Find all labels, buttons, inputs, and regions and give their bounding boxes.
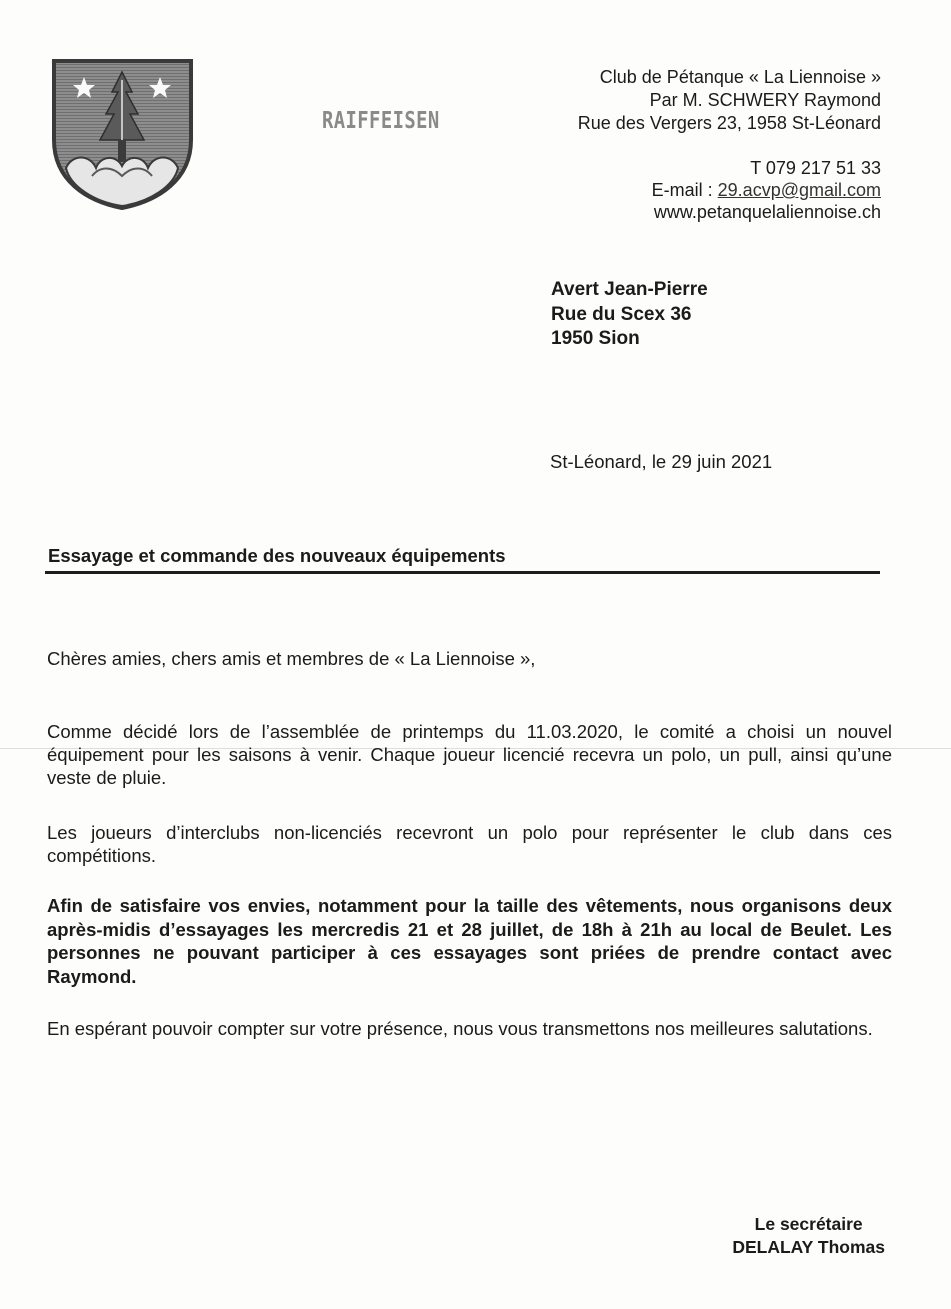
recipient-city: 1950 Sion: [551, 328, 640, 349]
letter-date: St-Léonard, le 29 juin 2021: [550, 451, 773, 472]
sender-address: [578, 66, 881, 135]
sender-phone: T 079 217 51 33: [750, 158, 881, 178]
scan-artifact-line: [0, 748, 951, 749]
sender-club-name: Club de Pétanque « La Liennoise »: [599, 67, 881, 87]
sender-contact: [652, 157, 881, 223]
paragraph-1: Comme décidé lors de l’assemblée de printemps du 11.03.2020, le comité a choisi un nouvel équipement pour les saisons à venir. Chaque joueur licencié recevra un polo, un pull, ainsi qu’une veste de pluie.: [47, 721, 892, 788]
bank-logo: RAIFFEISEN: [322, 108, 440, 134]
sender-street: Rue des Vergers 23, 1958 St-Léonard: [577, 113, 881, 133]
coat-of-arms-icon: [50, 58, 195, 210]
recipient-address: [551, 278, 708, 352]
recipient-street: Rue du Scex 36: [551, 303, 692, 325]
email-label: E-mail :: [651, 180, 718, 200]
email-link[interactable]: 29.acvp@gmail.com: [717, 180, 881, 200]
signature-block: [732, 1213, 885, 1259]
sender-email-line: [652, 179, 881, 201]
recipient-name: Avert Jean-Pierre: [551, 279, 708, 300]
paragraph-3: Afin de satisfaire vos envies, notamment pour la taille des vêtements, nous organisons deux après-midis d’essayages les mercredis 21 et 28 juillet, de 18h à 21h au local de Beulet. Les personnes ne pouvant participer à ces essayages sont priées de prendre contact avec Raymond.: [47, 895, 892, 987]
paragraph-2: Les joueurs d’interclubs non-licenciés recevront un polo pour représenter le club dans ces compétitions.: [47, 822, 892, 866]
sender-website[interactable]: www.petanquelaliennoise.ch: [653, 202, 881, 222]
signature-role: Le secrétaire: [754, 1214, 863, 1234]
letter-subject: Essayage et commande des nouveaux équipements: [48, 545, 506, 566]
salutation: Chères amies, chers amis et membres de « La Liennoise »,: [47, 648, 536, 669]
subject-underline: [45, 571, 880, 574]
signature-name: DELALAY Thomas: [732, 1237, 885, 1257]
sender-contact-person: Par M. SCHWERY Raymond: [649, 90, 881, 110]
closing-paragraph: En espérant pouvoir compter sur votre présence, nous vous transmettons nos meilleures salutations.: [47, 1018, 873, 1039]
